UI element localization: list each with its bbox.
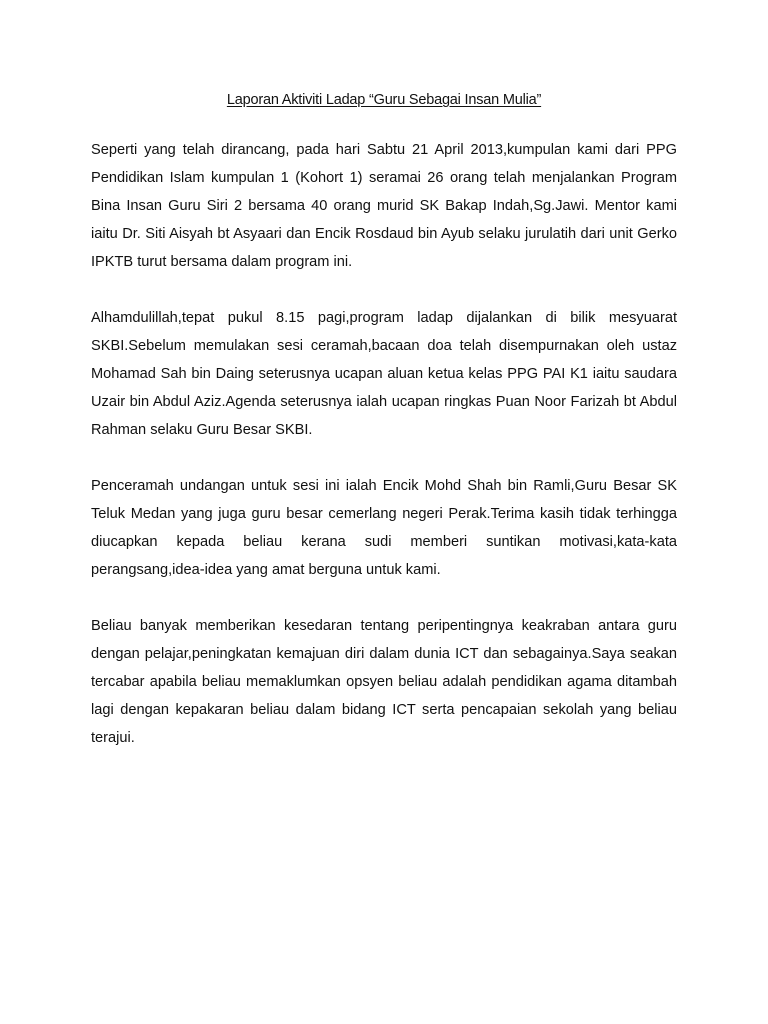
paragraph-1: Seperti yang telah dirancang, pada hari Sabtu 21 April 2013,kumpulan kami dari PPG Pendidikan Islam kumpulan 1 (Kohort 1) seramai 26 orang telah menjalankan Program Bina Insan Guru Siri 2 bersama 40 orang murid SK Bakap Indah,Sg.Jawi. Mentor kami iaitu Dr. Siti Aisyah bt Asyaari dan Encik Rosdaud bin Ayub selaku jurulatih dari unit Gerko IPKTB turut bersama dalam program ini. <box>91 142 677 270</box>
paragraph-3: Penceramah undangan untuk sesi ini ialah Encik Mohd Shah bin Ramli,Guru Besar SK Teluk Medan yang juga guru besar cemerlang negeri Perak.Terima kasih tidak terhingga diucapkan kepada beliau kerana sudi memberi suntikan motivasi,kata-kata perangsang,idea-idea yang amat berguna untuk kami. <box>91 478 677 578</box>
document-title: Laporan Aktiviti Ladap “Guru Sebagai Insan Mulia” <box>226 92 542 108</box>
paragraph-2: Alhamdulillah,tepat pukul 8.15 pagi,program ladap dijalankan di bilik mesyuarat SKBI.Sebelum memulakan sesi ceramah,bacaan doa telah disempurnakan oleh ustaz Mohamad Sah bin Daing seterusnya ucapan aluan ketua kelas PPG PAI K1 iaitu saudara Uzair bin Abdul Aziz.Agenda seterusnya ialah ucapan ringkas Puan Noor Farizah bt Abdul Rahman selaku Guru Besar SKBI. <box>91 310 677 438</box>
document-body <box>91 136 677 780</box>
paragraph-4: Beliau banyak memberikan kesedaran tentang peripentingnya keakraban antara guru dengan pelajar,peningkatan kemajuan diri dalam dunia ICT dan sebagainya.Saya seakan tercabar apabila beliau memaklumkan opsyen beliau adalah pendidikan agama ditambah lagi dengan kepakaran beliau dalam bidang ICT serta pencapaian sekolah yang beliau terajui. <box>91 618 677 746</box>
